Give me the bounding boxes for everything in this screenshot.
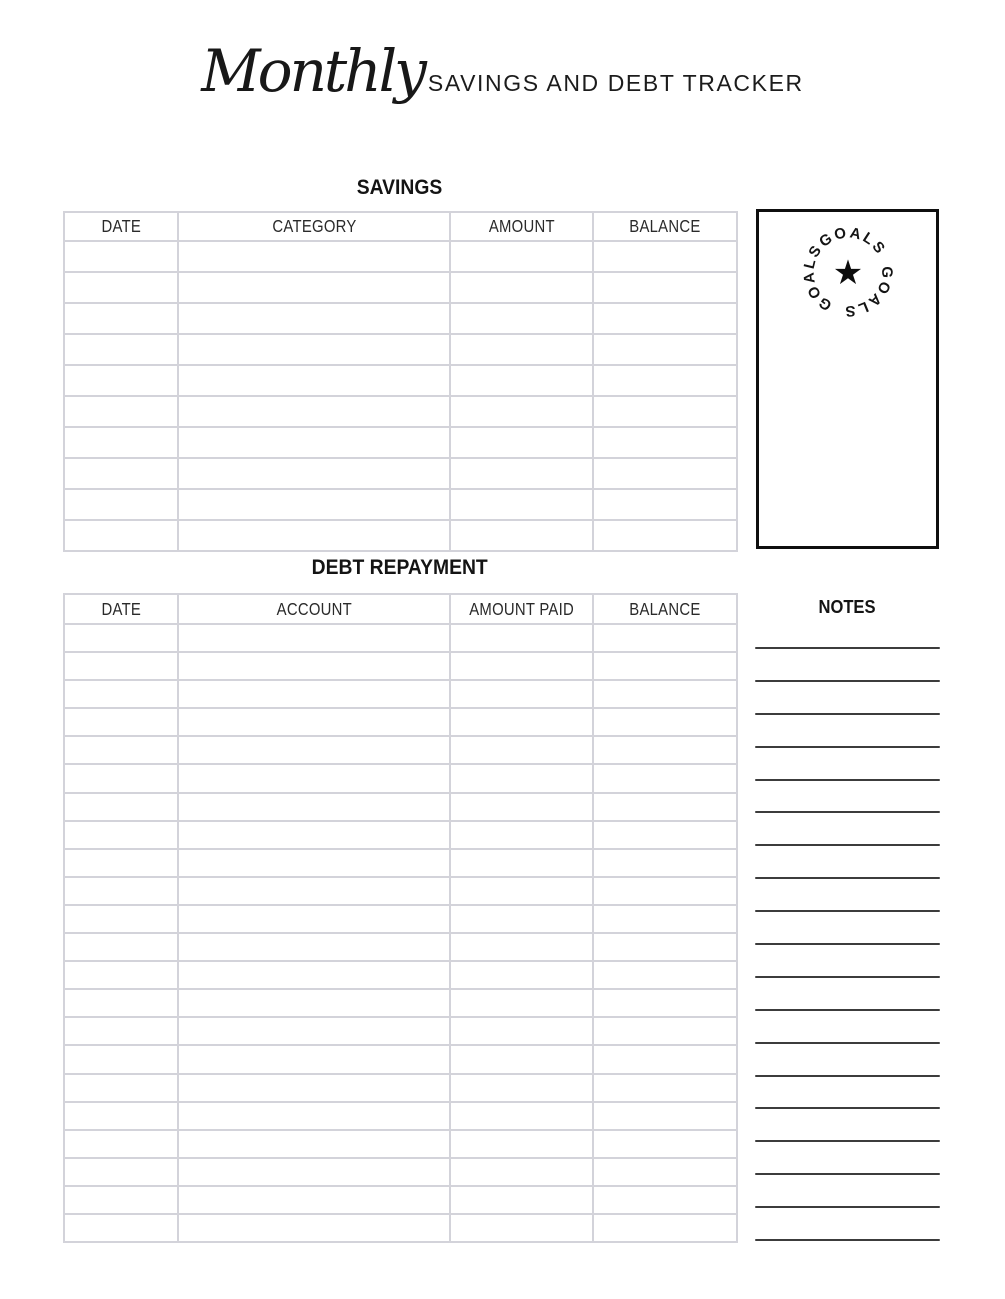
debt-table-row <box>64 821 737 849</box>
table-cell <box>178 877 450 905</box>
debt-header-row <box>64 594 737 624</box>
table-cell <box>64 849 178 877</box>
table-cell <box>64 272 178 303</box>
table-cell <box>593 1158 737 1186</box>
table-cell <box>64 489 178 520</box>
table-cell <box>178 652 450 680</box>
table-cell <box>450 1045 593 1073</box>
table-cell <box>593 334 737 365</box>
table-cell <box>450 1130 593 1158</box>
table-cell <box>593 272 737 303</box>
table-cell <box>64 708 178 736</box>
table-cell <box>450 396 593 427</box>
table-cell <box>593 905 737 933</box>
savings-table-row <box>64 334 737 365</box>
table-cell <box>178 489 450 520</box>
table-cell <box>450 624 593 652</box>
debt-table-row <box>64 1186 737 1214</box>
table-cell <box>593 989 737 1017</box>
table-cell <box>593 458 737 489</box>
debt-table-row <box>64 764 737 792</box>
table-cell <box>178 1045 450 1073</box>
note-line <box>755 1173 940 1175</box>
note-line <box>755 1009 940 1011</box>
note-line <box>755 1239 940 1241</box>
table-cell <box>178 520 450 551</box>
table-cell <box>64 520 178 551</box>
debt-table-row <box>64 961 737 989</box>
table-cell <box>64 680 178 708</box>
table-cell <box>593 764 737 792</box>
table-cell <box>178 241 450 272</box>
table-cell <box>450 736 593 764</box>
table-cell <box>178 1186 450 1214</box>
savings-table-row <box>64 365 737 396</box>
table-cell <box>178 365 450 396</box>
table-cell <box>64 1214 178 1242</box>
table-cell <box>64 989 178 1017</box>
table-cell <box>593 520 737 551</box>
debt-table-row <box>64 652 737 680</box>
table-cell <box>593 1214 737 1242</box>
table-cell <box>64 241 178 272</box>
table-cell <box>593 736 737 764</box>
savings-table-row <box>64 396 737 427</box>
table-cell <box>450 1186 593 1214</box>
table-cell <box>178 1102 450 1130</box>
table-cell <box>64 961 178 989</box>
table-cell <box>593 489 737 520</box>
table-cell <box>64 1074 178 1102</box>
note-line <box>755 713 940 715</box>
debt-repayment-table <box>63 593 738 1243</box>
table-cell <box>178 736 450 764</box>
note-line <box>755 943 940 945</box>
star-icon: ★ <box>832 253 863 293</box>
table-cell <box>64 821 178 849</box>
debt-table-row <box>64 877 737 905</box>
note-line <box>755 1140 940 1142</box>
table-cell <box>450 1074 593 1102</box>
debt-column-account: ACCOUNT <box>178 594 450 624</box>
debt-table-row <box>64 849 737 877</box>
table-cell <box>450 793 593 821</box>
goals-box <box>756 209 939 549</box>
table-cell <box>64 793 178 821</box>
debt-table-row <box>64 793 737 821</box>
page-title-script-word: Monthly <box>201 37 424 105</box>
table-cell <box>450 303 593 334</box>
table-cell <box>450 1214 593 1242</box>
table-cell <box>178 427 450 458</box>
table-cell <box>450 1158 593 1186</box>
savings-table-row <box>64 272 737 303</box>
table-cell <box>450 365 593 396</box>
table-cell <box>178 1130 450 1158</box>
debt-table-row <box>64 624 737 652</box>
table-cell <box>593 1045 737 1073</box>
debt-table-row <box>64 1130 737 1158</box>
table-cell <box>64 1045 178 1073</box>
table-cell <box>178 272 450 303</box>
page-title <box>0 37 1005 105</box>
table-cell <box>178 334 450 365</box>
table-cell <box>178 793 450 821</box>
table-cell <box>450 877 593 905</box>
savings-table-row <box>64 241 737 272</box>
table-cell <box>64 1186 178 1214</box>
table-cell <box>64 933 178 961</box>
debt-table-row <box>64 989 737 1017</box>
table-cell <box>593 821 737 849</box>
table-cell <box>178 708 450 736</box>
table-cell <box>64 764 178 792</box>
table-cell <box>450 905 593 933</box>
table-cell <box>593 396 737 427</box>
savings-table-row <box>64 489 737 520</box>
table-cell <box>450 1102 593 1130</box>
debt-table-row <box>64 1045 737 1073</box>
page-title-caps: SAVINGS AND DEBT TRACKER <box>427 70 804 96</box>
table-cell <box>178 1074 450 1102</box>
table-cell <box>178 1214 450 1242</box>
table-cell <box>450 241 593 272</box>
table-cell <box>450 680 593 708</box>
savings-column-balance: BALANCE <box>593 212 737 241</box>
table-cell <box>593 877 737 905</box>
table-cell <box>593 1017 737 1045</box>
table-cell <box>178 905 450 933</box>
debt-table-row <box>64 708 737 736</box>
debt-table-row <box>64 1158 737 1186</box>
table-cell <box>64 877 178 905</box>
note-line <box>755 877 940 879</box>
table-cell <box>450 520 593 551</box>
table-cell <box>178 458 450 489</box>
table-cell <box>64 365 178 396</box>
table-cell <box>450 933 593 961</box>
savings-section-title: SAVINGS <box>356 176 443 199</box>
note-line <box>755 1042 940 1044</box>
table-cell <box>450 849 593 877</box>
table-cell <box>64 334 178 365</box>
note-line <box>755 779 940 781</box>
note-line <box>755 647 940 649</box>
goals-circular-text: GOALS GOALS GOALS <box>799 224 896 320</box>
table-cell <box>450 961 593 989</box>
table-cell <box>178 1158 450 1186</box>
table-cell <box>178 933 450 961</box>
table-cell <box>178 396 450 427</box>
table-cell <box>450 427 593 458</box>
table-cell <box>450 489 593 520</box>
table-cell <box>64 1158 178 1186</box>
table-cell <box>178 849 450 877</box>
note-line <box>755 746 940 748</box>
table-cell <box>593 365 737 396</box>
table-cell <box>64 652 178 680</box>
table-cell <box>64 905 178 933</box>
savings-column-amount: AMOUNT <box>450 212 593 241</box>
table-cell <box>450 272 593 303</box>
table-cell <box>450 334 593 365</box>
debt-column-amount-paid: AMOUNT PAID <box>450 594 593 624</box>
table-cell <box>593 680 737 708</box>
savings-table <box>63 211 738 552</box>
table-cell <box>64 736 178 764</box>
goals-circular-badge <box>788 212 908 332</box>
debt-table-row <box>64 933 737 961</box>
note-line <box>755 1107 940 1109</box>
table-cell <box>178 989 450 1017</box>
debt-table-row <box>64 1214 737 1242</box>
table-cell <box>64 1017 178 1045</box>
table-cell <box>178 764 450 792</box>
table-cell <box>450 458 593 489</box>
savings-table-row <box>64 303 737 334</box>
table-cell <box>178 821 450 849</box>
debt-table-row <box>64 1102 737 1130</box>
table-cell <box>178 961 450 989</box>
debt-column-date: DATE <box>64 594 178 624</box>
note-line <box>755 811 940 813</box>
table-cell <box>593 849 737 877</box>
table-cell <box>450 708 593 736</box>
savings-table-row <box>64 520 737 551</box>
table-cell <box>450 1017 593 1045</box>
table-cell <box>178 624 450 652</box>
debt-table-row <box>64 736 737 764</box>
debt-table-row <box>64 1017 737 1045</box>
table-cell <box>593 1074 737 1102</box>
notes-section-title: NOTES <box>818 597 877 617</box>
table-cell <box>593 624 737 652</box>
debt-section-title: DEBT REPAYMENT <box>311 556 488 579</box>
note-line <box>755 910 940 912</box>
notes-lines <box>755 647 940 1241</box>
debt-column-balance: BALANCE <box>593 594 737 624</box>
table-cell <box>593 427 737 458</box>
table-cell <box>593 1102 737 1130</box>
note-line <box>755 680 940 682</box>
savings-column-category: CATEGORY <box>178 212 450 241</box>
table-cell <box>593 793 737 821</box>
debt-table-row <box>64 1074 737 1102</box>
table-cell <box>593 303 737 334</box>
savings-table-row <box>64 427 737 458</box>
debt-table-row <box>64 905 737 933</box>
table-cell <box>178 303 450 334</box>
debt-table-row <box>64 680 737 708</box>
table-cell <box>450 821 593 849</box>
table-cell <box>450 989 593 1017</box>
table-cell <box>64 303 178 334</box>
table-cell <box>178 1017 450 1045</box>
table-cell <box>593 708 737 736</box>
table-cell <box>593 652 737 680</box>
note-line <box>755 1075 940 1077</box>
table-cell <box>593 1186 737 1214</box>
table-cell <box>593 1130 737 1158</box>
note-line <box>755 976 940 978</box>
table-cell <box>593 961 737 989</box>
table-cell <box>64 1102 178 1130</box>
table-cell <box>450 764 593 792</box>
table-cell <box>178 680 450 708</box>
table-cell <box>64 396 178 427</box>
table-cell <box>64 1130 178 1158</box>
table-cell <box>593 933 737 961</box>
savings-header-row <box>64 212 737 241</box>
savings-table-row <box>64 458 737 489</box>
table-cell <box>64 624 178 652</box>
table-cell <box>64 458 178 489</box>
table-cell <box>593 241 737 272</box>
table-cell <box>450 652 593 680</box>
note-line <box>755 844 940 846</box>
table-cell <box>64 427 178 458</box>
note-line <box>755 1206 940 1208</box>
savings-column-date: DATE <box>64 212 178 241</box>
